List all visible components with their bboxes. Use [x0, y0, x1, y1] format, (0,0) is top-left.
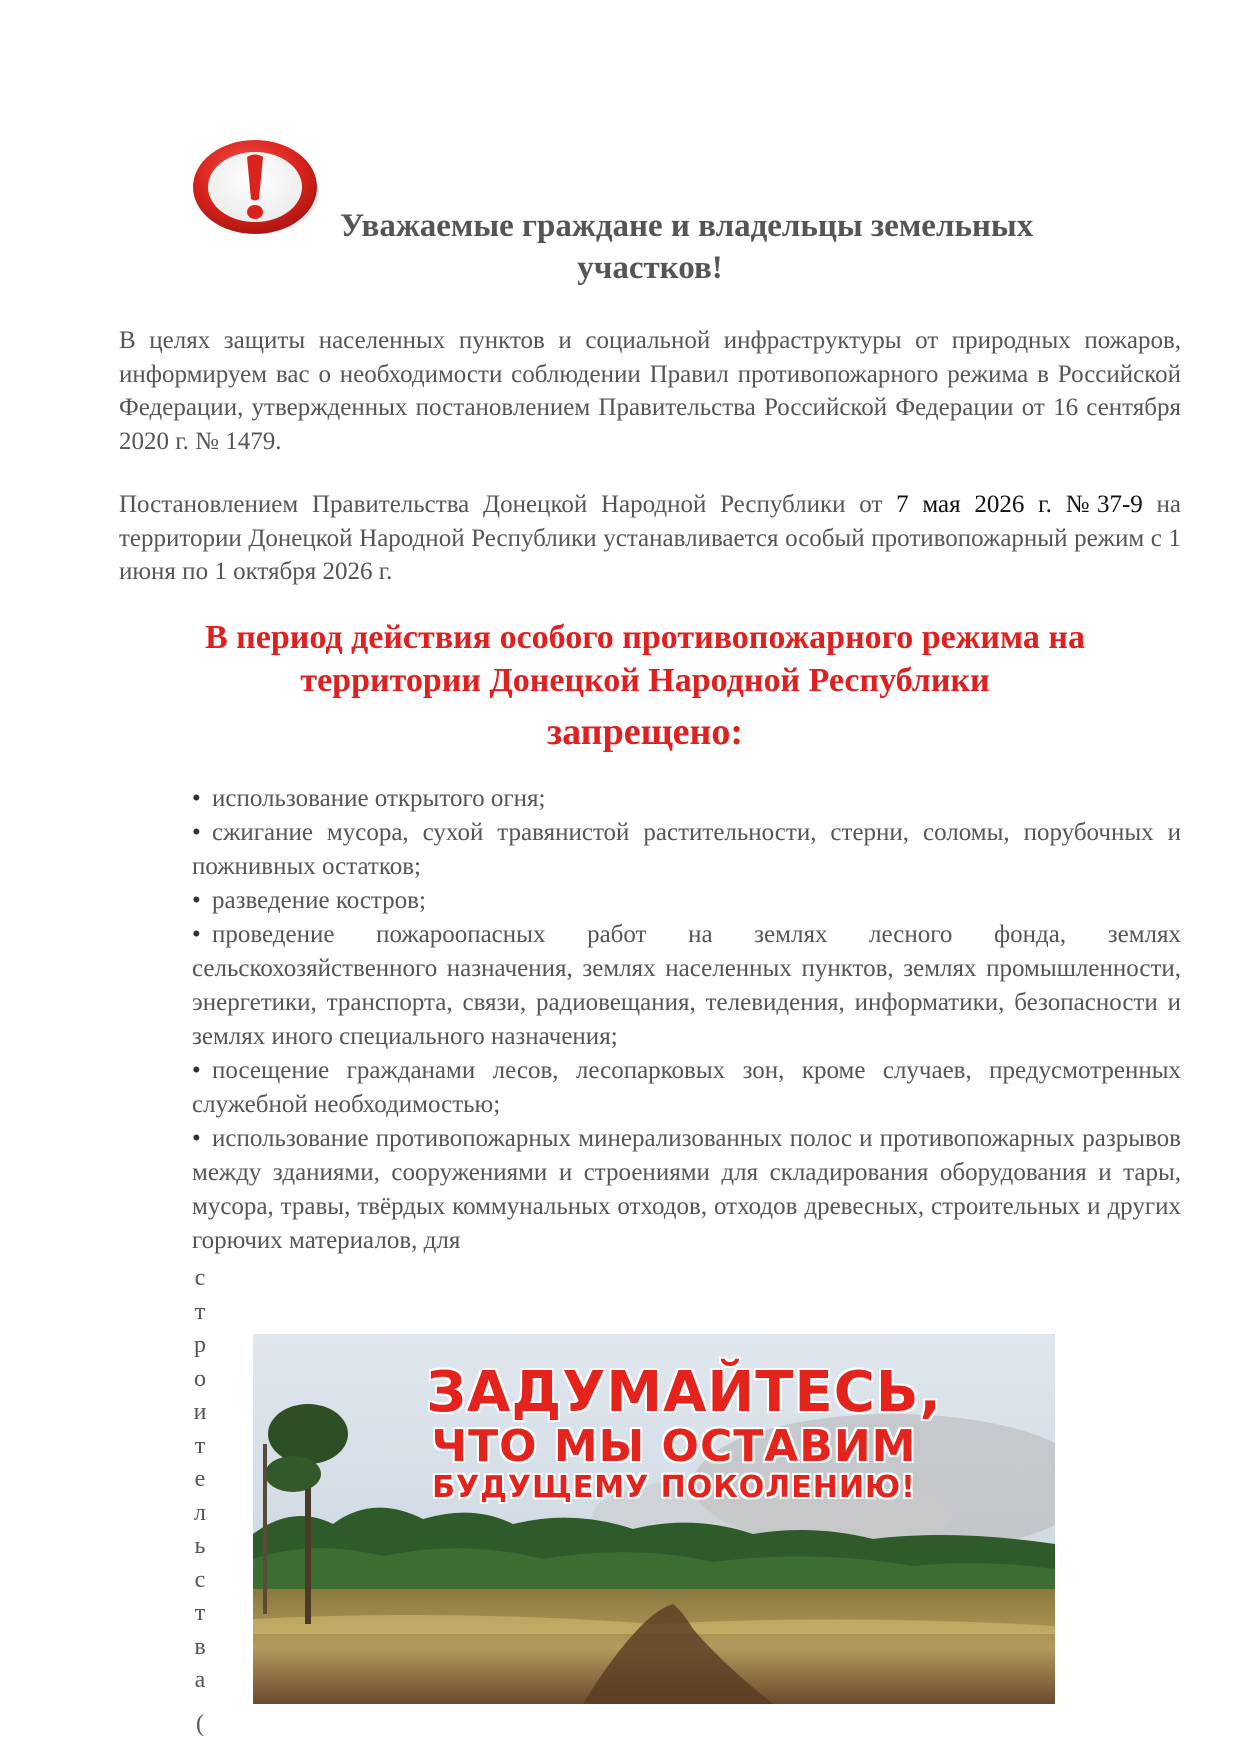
bullet-icon: •: [192, 1125, 201, 1152]
page-title-line-1: Уважаемые граждане и владельцы земельных: [340, 208, 1034, 244]
banner-line-1: ЗАДУМАЙТЕСЬ,: [426, 1360, 942, 1425]
list-item: • посещение гражданами лесов, лесопарковых зон, кроме случаев, предусмотренных служебной необходимостью;: [192, 1054, 1181, 1122]
decree-prefix: Постановлением Правительства Донецкой Народной Республики от: [119, 491, 897, 518]
list-item: • проведение пожароопасных работ на землях лесного фонда, землях сельскохозяйственного назначения, землях населенных пунктов, землях промышленности, энергетики, транспорта, связи, радиовещания, телевидения, информатики, безопасности и землях иного специального назначения;: [192, 918, 1181, 1054]
warning-heading-line-3: запрещено:: [546, 711, 744, 753]
warning-heading-line-1: В период действия особого противопожарного режима на: [204, 619, 1086, 656]
decree-paragraph: [119, 488, 1181, 589]
page-title-line-2: участков!: [577, 250, 723, 286]
overflow-vertical-text: с т р о и т е л ь с т в а (: [193, 1265, 207, 1737]
warning-heading-line-2: территории Донецкой Народной Республики: [300, 662, 990, 699]
banner-line-2: ЧТО МЫ ОСТАВИМ: [431, 1421, 917, 1472]
forest-fire-banner: [253, 1334, 1055, 1704]
banner-line-3: БУДУЩЕМУ ПОКОЛЕНИЮ!: [432, 1470, 916, 1505]
intro-paragraph: В целях защиты населенных пунктов и социальной инфраструктуры от природных пожаров, информируем вас о необходимости соблюдении Правил противопожарного режима в Российской Федерации, утвержденных постановлением Правительства Российской Федерации от 16 сентября 2020 г. № 1479.: [119, 327, 1181, 455]
prohibitions-list: [192, 782, 1181, 1258]
bullet-icon: •: [192, 887, 201, 914]
bullet-icon: •: [192, 785, 201, 812]
list-item: • сжигание мусора, сухой травянистой растительности, стерни, соломы, порубочных и пожнивных остатков;: [192, 816, 1181, 884]
bullet-icon: •: [192, 921, 201, 948]
list-item: • разведение костров;: [192, 884, 1181, 918]
decree-date: 7 мая 2026 г. №37-9: [896, 491, 1143, 518]
decree-suffix: на территории Донецкой Народной Республики устанавливается особый противопожарный режим с 1 июня по 1 октября 2026 г.: [119, 491, 1182, 585]
list-item: • использование открытого огня;: [192, 782, 1181, 816]
bullet-icon: •: [192, 1057, 201, 1084]
list-item: • использование противопожарных минерализованных полос и противопожарных разрывов между зданиями, сооружениями и строениями для складирования оборудования и тары, мусора, травы, твёрдых коммунальных отходов, отходов древесных, строительных и других горючих материалов, для: [192, 1122, 1181, 1258]
bullet-icon: •: [192, 819, 201, 846]
